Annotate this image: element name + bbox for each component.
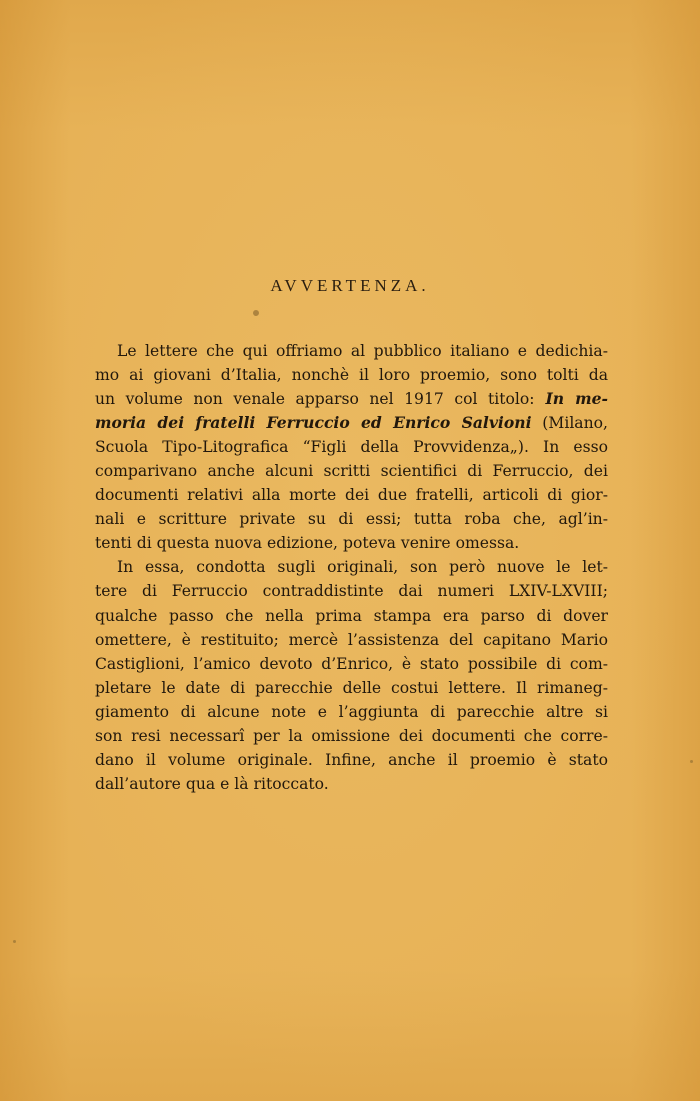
text-span: (Milano, (531, 414, 608, 433)
text-line: In essa, condotta sugli originali, son però nuove le let- (117, 558, 608, 577)
text-line: documenti relativi alla morte dei due fratelli, articoli di gior- (95, 486, 608, 505)
text-line: Scuola Tipo-Litografica “Figli della Provvidenza„). In esso (95, 438, 608, 457)
text-line: comparivano anche alcuni scritti scientifici di Ferruccio, dei (95, 462, 608, 481)
text-line: nali e scritture private su di essi; tutta roba che, agl’in- (95, 510, 608, 529)
text-line: omettere, è restituito; mercè l’assistenza del capitano Mario (95, 630, 608, 649)
text-line: tere di Ferruccio contraddistinte dai numeri LXIV-LXVIII; (95, 582, 608, 601)
text-line: mo ai giovani d’Italia, nonchè il loro proemio, sono tolti da (95, 366, 608, 385)
italic-title-span: In me- (534, 389, 608, 409)
text-line: dano il volume originale. Infine, anche il proemio è stato (95, 750, 608, 769)
text-line: qualche passo che nella prima stampa era parso di dover (95, 606, 608, 625)
text-line (95, 411, 608, 435)
body-text (95, 339, 608, 796)
text-line: giamento di alcune note e l’aggiunta di parecchie altre si (95, 702, 608, 721)
text-line: Castiglioni, l’amico devoto d’Enrico, è stato possibile di com- (95, 654, 608, 673)
text-line: pletare le date di parecchie delle costui lettere. Il rimaneg- (95, 678, 608, 697)
text-line: Le lettere che qui offriamo al pubblico italiano e dedichia- (117, 342, 608, 360)
paper-speck (13, 940, 16, 943)
text-line: son resi necessarî per la omissione dei documenti che corre- (95, 726, 608, 745)
text-line: tenti di questa nuova edizione, poteva venire omessa. (95, 534, 520, 553)
page-heading: AVVERTENZA. (270, 276, 430, 295)
ornament-dot (253, 310, 259, 316)
text-line: dall’autore qua e là ritoccato. (95, 774, 329, 793)
text-line (95, 387, 608, 411)
text-span: un volume non venale apparso nel 1917 col titolo: (95, 390, 535, 409)
paper-speck (690, 760, 693, 763)
italic-title-span: moria dei fratelli Ferruccio ed Enrico Salvioni (95, 413, 532, 433)
